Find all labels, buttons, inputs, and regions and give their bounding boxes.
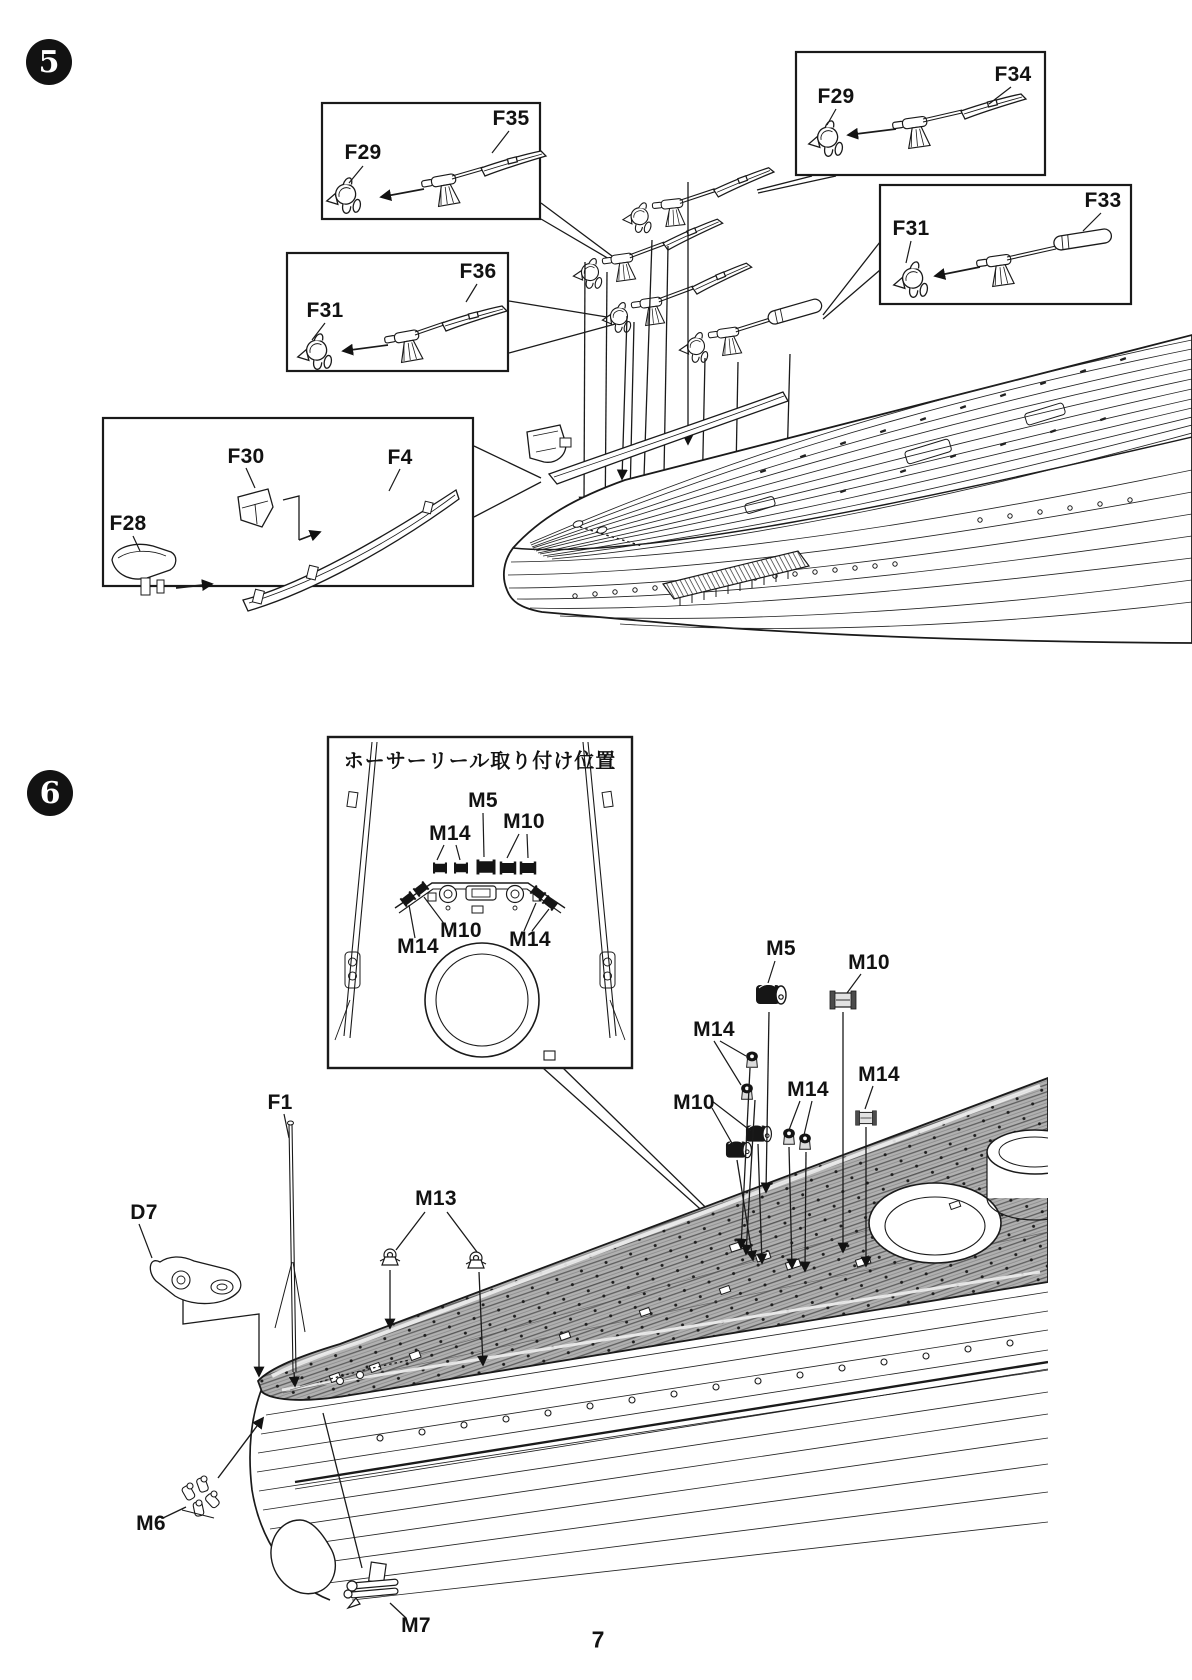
part-label-m13: M13 bbox=[415, 1187, 457, 1210]
part-label-f28: F28 bbox=[109, 512, 147, 535]
step6-floating-parts bbox=[726, 984, 876, 1157]
inset-label-m14-top: M14 bbox=[429, 822, 471, 845]
sunken-barbette bbox=[869, 1183, 1001, 1263]
part-label-m14-upper: M14 bbox=[693, 1018, 735, 1041]
inset-label-m10-bottom: M10 bbox=[440, 919, 482, 942]
part-label-m10-right: M10 bbox=[848, 951, 890, 974]
part-label-f35: F35 bbox=[492, 107, 530, 130]
part-label-f29-b: F29 bbox=[817, 85, 855, 108]
step-5-badge: 5 bbox=[26, 39, 72, 85]
step6-artwork bbox=[139, 737, 1107, 1640]
part-label-f4: F4 bbox=[387, 446, 413, 469]
part-label-m6: M6 bbox=[136, 1512, 166, 1535]
inset-label-m10-top: M10 bbox=[503, 810, 545, 833]
inset-label-m14-left: M14 bbox=[397, 935, 439, 958]
part-label-f29-a: F29 bbox=[344, 141, 382, 164]
f1-mast bbox=[275, 1114, 305, 1386]
ship-hull-step5 bbox=[504, 335, 1192, 643]
inset-label-m14-right: M14 bbox=[509, 928, 551, 951]
part-label-f30: F30 bbox=[227, 445, 265, 468]
part-label-f31-a: F31 bbox=[892, 217, 930, 240]
inset-box bbox=[328, 737, 632, 1068]
part-label-m14-far: M14 bbox=[858, 1063, 900, 1086]
part-label-d7: D7 bbox=[130, 1201, 158, 1224]
part-label-m5: M5 bbox=[766, 937, 796, 960]
inset-label-m5: M5 bbox=[468, 789, 498, 812]
d7-fairlead bbox=[139, 1224, 259, 1376]
part-label-f1: F1 bbox=[267, 1091, 293, 1114]
part-label-m7: M7 bbox=[401, 1614, 431, 1637]
step5-artwork bbox=[103, 52, 1192, 643]
ship-bow-step6 bbox=[250, 1078, 1107, 1640]
part-label-m14-mid: M14 bbox=[787, 1078, 829, 1101]
page-number: 7 bbox=[591, 1626, 605, 1653]
inset-title-hawser-reel-position: ホーサーリール取り付け位置 bbox=[343, 750, 617, 773]
part-label-f33: F33 bbox=[1084, 189, 1122, 212]
part-label-m10-left: M10 bbox=[673, 1091, 715, 1114]
m6-cluster bbox=[163, 1418, 263, 1518]
part-label-f36: F36 bbox=[459, 260, 497, 283]
part-label-f34: F34 bbox=[994, 63, 1032, 86]
step-6-badge: 6 bbox=[27, 770, 73, 816]
part-label-f31-b: F31 bbox=[306, 299, 344, 322]
step6-label-leaders bbox=[712, 961, 873, 1145]
floating-paravane-units bbox=[568, 167, 828, 366]
